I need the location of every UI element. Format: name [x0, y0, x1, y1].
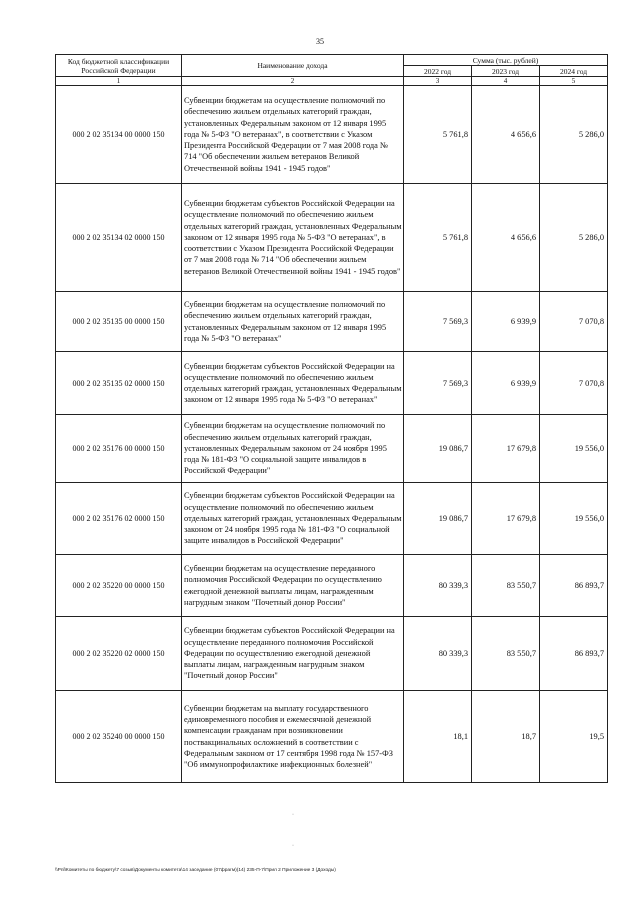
row-value-2024: 7 070,8: [540, 352, 608, 415]
table-row: [56, 292, 608, 352]
row-value-2023: 6 939,9: [472, 352, 540, 415]
revenue-table: [55, 54, 608, 783]
table-row: [56, 86, 608, 184]
table-row: [56, 483, 608, 555]
row-name: Субвенции бюджетам на осуществление полномочий по обеспечению жильем отдельных категорий граждан, установленных Федеральным законом от 24 ноября 1995 года № 181-ФЗ "О социальной защите инвалидов в Российской Федерации": [182, 415, 404, 483]
header-sum: Сумма (тыс. рублей): [404, 55, 608, 66]
row-code: 000 2 02 35240 00 0000 150: [56, 691, 182, 783]
row-name: Субвенции бюджетам субъектов Российской Федерации на осуществление полномочий по обеспечению жильем отдельных категорий граждан, установленных Федеральным законом от 12 января 1995 года № 5-ФЗ "О ветеранах": [182, 352, 404, 415]
row-code: 000 2 02 35176 00 0000 150: [56, 415, 182, 483]
row-value-2023: 4 656,6: [472, 184, 540, 292]
row-value-2023: 17 679,8: [472, 483, 540, 555]
header-name: Наименование дохода: [182, 55, 404, 77]
header-code: Код бюджетной классификации Российской Федерации: [56, 55, 182, 77]
col-number: 2: [182, 77, 404, 86]
row-value-2022: 19 086,7: [404, 483, 472, 555]
row-code: 000 2 02 35135 00 0000 150: [56, 292, 182, 352]
row-value-2022: 18,1: [404, 691, 472, 783]
row-name: Субвенции бюджетам субъектов Российской Федерации на осуществление полномочий по обеспечению жильем отдельных категорий граждан, установленных Федеральным законом от 24 ноября 1995 года № 181-ФЗ "О социальной защите инвалидов в Российской Федерации": [182, 483, 404, 555]
row-code: 000 2 02 35220 02 0000 150: [56, 617, 182, 691]
row-value-2022: 80 339,3: [404, 617, 472, 691]
row-value-2024: 19 556,0: [540, 483, 608, 555]
col-number: 4: [472, 77, 540, 86]
table-row: [56, 184, 608, 292]
row-value-2024: 5 286,0: [540, 184, 608, 292]
row-value-2022: 80 339,3: [404, 555, 472, 617]
row-value-2024: 86 893,7: [540, 555, 608, 617]
row-value-2024: 19,5: [540, 691, 608, 783]
header-year-2022: 2022 год: [404, 66, 472, 77]
row-name: Субвенции бюджетам на выплату государственного единовременного пособия и ежемесячной денежной компенсации гражданам при возникновении поствакцинальных осложнений в соответствии с Федеральным законом от 17 сентября 1998 года № 157-ФЗ "Об иммунопрофилактике инфекционных болезней": [182, 691, 404, 783]
row-value-2023: 18,7: [472, 691, 540, 783]
row-value-2022: 7 569,3: [404, 352, 472, 415]
row-name: Субвенции бюджетам на осуществление полномочий по обеспечению жильем отдельных категорий граждан, установленных Федеральным законом от 12 января 1995 года № 5-ФЗ "О ветеранах": [182, 292, 404, 352]
row-value-2022: 5 761,8: [404, 184, 472, 292]
row-code: 000 2 02 35176 02 0000 150: [56, 483, 182, 555]
scan-mark: ·: [292, 843, 294, 849]
row-code: 000 2 02 35134 02 0000 150: [56, 184, 182, 292]
page-number: 35: [316, 37, 324, 46]
row-value-2023: 6 939,9: [472, 292, 540, 352]
row-value-2023: 83 550,7: [472, 555, 540, 617]
row-value-2022: 5 761,8: [404, 86, 472, 184]
col-number: 1: [56, 77, 182, 86]
row-name: Субвенции бюджетам субъектов Российской Федерации на осуществление переданного полномочия Российской Федерации по осуществлению ежегодной денежной выплаты лицам, награжденным нагрудным знаком "Почетный донор России": [182, 617, 404, 691]
row-code: 000 2 02 35220 00 0000 150: [56, 555, 182, 617]
row-name: Субвенции бюджетам на осуществление переданного полномочия Российской Федерации по осуществлению ежегодной денежной выплаты лицам, награжденным нагрудным знаком "Почетный донор России": [182, 555, 404, 617]
table-row: [56, 617, 608, 691]
row-value-2023: 4 656,6: [472, 86, 540, 184]
row-name: Субвенции бюджетам субъектов Российской Федерации на осуществление полномочий по обеспечению жильем отдельных категорий граждан, установленных Федеральным законом от 12 января 1995 года № 5-ФЗ "О ветеранах", в соответствии с Указом Президента Российской Федерации от 7 мая 2008 года № 714 "Об обеспечении жильем ветеранов Великой Отечественной войны 1941 - 1945 годов": [182, 184, 404, 292]
row-value-2024: 86 893,7: [540, 617, 608, 691]
row-code: 000 2 02 35135 02 0000 150: [56, 352, 182, 415]
row-value-2023: 83 550,7: [472, 617, 540, 691]
col-number: 5: [540, 77, 608, 86]
row-value-2022: 7 569,3: [404, 292, 472, 352]
header-year-2024: 2024 год: [540, 66, 608, 77]
table-row: [56, 691, 608, 783]
scan-mark: ·: [292, 812, 294, 818]
row-name: Субвенции бюджетам на осуществление полномочий по обеспечению жильем отдельных категорий граждан, установленных Федеральным законом от 12 января 1995 года № 5-ФЗ "О ветеранах", в соответствии с Указом Президента Российской Федерации от 7 мая 2008 года № 714 "Об обеспечении жильем ветеранов Великой Отечественной войны 1941 - 1945 годов": [182, 86, 404, 184]
table-row: [56, 352, 608, 415]
row-value-2023: 17 679,8: [472, 415, 540, 483]
file-path-footer: \\Pnl\Комитеты по бюджету\7 созыв\Документы комитета\14 заседание (07фрагм)(14) 235-П-7\Прил 2 Приложение 3 (Доходы): [55, 868, 336, 873]
row-value-2024: 5 286,0: [540, 86, 608, 184]
row-value-2024: 7 070,8: [540, 292, 608, 352]
row-value-2022: 19 086,7: [404, 415, 472, 483]
table-row: [56, 555, 608, 617]
col-number: 3: [404, 77, 472, 86]
row-value-2024: 19 556,0: [540, 415, 608, 483]
table-row: [56, 415, 608, 483]
row-code: 000 2 02 35134 00 0000 150: [56, 86, 182, 184]
header-year-2023: 2023 год: [472, 66, 540, 77]
